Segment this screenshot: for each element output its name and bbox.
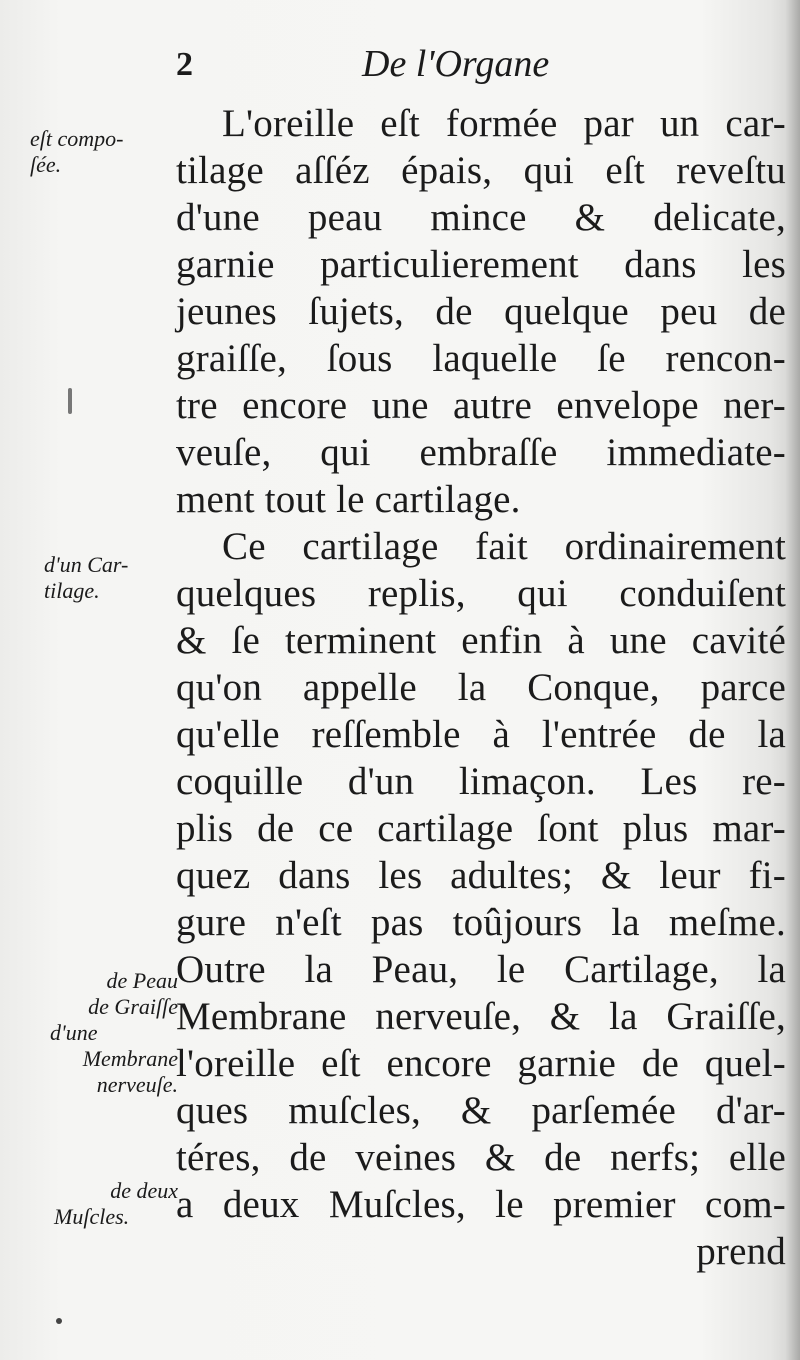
text-line: gure n'eſt pas toûjours la meſme. bbox=[176, 901, 786, 944]
text-line: tre encore une autre envelope ner- bbox=[176, 384, 786, 427]
text-line: téres, de veines & de nerfs; elle bbox=[176, 1136, 786, 1179]
text-line: Ce cartilage fait ordinairement bbox=[222, 525, 786, 568]
margin-note-line: d'un Car- bbox=[44, 552, 129, 577]
catchword: prend bbox=[696, 1230, 786, 1273]
margin-note-line: eſt compo- bbox=[30, 126, 124, 151]
margin-note-peau-graisse bbox=[50, 968, 178, 1098]
page-edge-shadow bbox=[786, 0, 800, 1360]
page-number: 2 bbox=[176, 46, 193, 83]
margin-note-line: Membrane bbox=[82, 1046, 178, 1071]
text-line: ques muſcles, & parſemée d'ar- bbox=[176, 1089, 786, 1132]
margin-note-line: ſée. bbox=[30, 152, 62, 177]
ink-speck bbox=[56, 1318, 62, 1324]
margin-note-line: Muſcles. bbox=[54, 1204, 130, 1229]
page-header bbox=[0, 40, 800, 94]
text-line: l'oreille eſt encore garnie de quel- bbox=[176, 1042, 786, 1085]
text-line: L'oreille eſt formée par un car- bbox=[222, 102, 786, 145]
text-line: quelques replis, qui conduiſent bbox=[176, 572, 786, 615]
text-line: qu'elle reſſemble à l'entrée de la bbox=[176, 713, 786, 756]
margin-note-line: de Peau bbox=[106, 968, 178, 993]
text-line: ment tout le cartilage. bbox=[176, 478, 521, 521]
ink-speck bbox=[68, 388, 72, 414]
text-line: plis de ce cartilage ſont plus mar- bbox=[176, 807, 786, 850]
text-line: Membrane nerveuſe, & la Graiſſe, bbox=[176, 995, 786, 1038]
text-line: d'une peau mince & delicate, bbox=[176, 196, 786, 239]
body-text bbox=[176, 100, 786, 1275]
text-line: quez dans les adultes; & leur fi- bbox=[176, 854, 786, 897]
text-line: veuſe, qui embraſſe immediate- bbox=[176, 431, 786, 474]
margin-note-line: de deux bbox=[110, 1178, 178, 1203]
text-line: jeunes ſujets, de quelque peu de bbox=[176, 290, 786, 333]
text-line: tilage aſſéz épais, qui eſt reveſtu bbox=[176, 149, 786, 192]
text-line: coquille d'un limaçon. Les re- bbox=[176, 760, 786, 803]
text-line: Outre la Peau, le Cartilage, la bbox=[176, 948, 786, 991]
text-line: a deux Muſcles, le premier com- bbox=[176, 1183, 786, 1226]
text-line: & ſe terminent enfin à une cavité bbox=[176, 619, 786, 662]
margin-note-line: tilage. bbox=[44, 578, 100, 603]
margin-note-line: nerveuſe. bbox=[96, 1072, 178, 1097]
text-line: qu'on appelle la Conque, parce bbox=[176, 666, 786, 709]
text-line: garnie particulierement dans les bbox=[176, 243, 786, 286]
margin-note-deux-muscles bbox=[54, 1178, 178, 1230]
margin-note-line: d'une bbox=[50, 1020, 98, 1045]
running-title: De l'Organe bbox=[362, 43, 550, 85]
margin-note-line: de Graiſſe bbox=[88, 994, 178, 1019]
text-line: graiſſe, ſous laquelle ſe rencon- bbox=[176, 337, 786, 380]
